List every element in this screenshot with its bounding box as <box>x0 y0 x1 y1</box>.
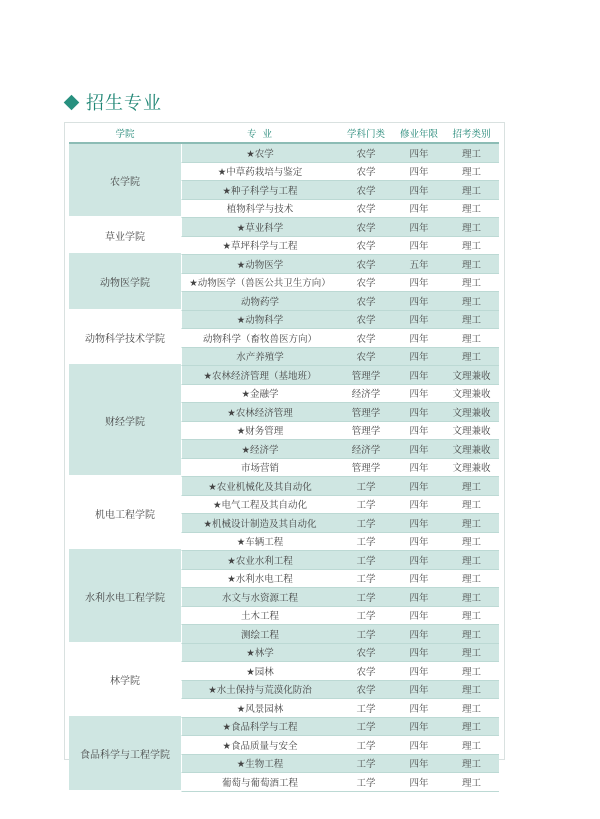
section-title: 招生专业 <box>86 93 162 114</box>
study-duration: 四年 <box>394 662 444 681</box>
table-row <box>69 218 499 237</box>
subject-category: 工学 <box>338 773 394 792</box>
subject-category: 工学 <box>338 736 394 755</box>
major-name: ★经济学 <box>181 440 338 459</box>
exam-category: 理工 <box>444 570 499 589</box>
subject-category: 农学 <box>338 237 394 256</box>
major-name: ★车辆工程 <box>181 533 338 552</box>
major-name: ★动物医学（兽医公共卫生方向） <box>181 274 338 293</box>
exam-category: 理工 <box>444 625 499 644</box>
study-duration: 五年 <box>394 255 444 274</box>
study-duration: 四年 <box>394 200 444 219</box>
exam-category: 理工 <box>444 237 499 256</box>
diamond-bullet-icon <box>64 94 80 110</box>
subject-category: 工学 <box>338 551 394 570</box>
study-duration: 四年 <box>394 533 444 552</box>
exam-category: 理工 <box>444 274 499 293</box>
header-category: 学科门类 <box>338 124 394 144</box>
exam-category: 文理兼收 <box>444 440 499 459</box>
study-duration: 四年 <box>394 422 444 441</box>
subject-category: 管理学 <box>338 366 394 385</box>
exam-category: 理工 <box>444 255 499 274</box>
exam-category: 理工 <box>444 477 499 496</box>
study-duration: 四年 <box>394 736 444 755</box>
subject-category: 经济学 <box>338 440 394 459</box>
exam-category: 理工 <box>444 163 499 182</box>
study-duration: 四年 <box>394 644 444 663</box>
study-duration: 四年 <box>394 274 444 293</box>
major-name: ★园林 <box>181 662 338 681</box>
study-duration: 四年 <box>394 144 444 163</box>
table-row <box>69 255 499 274</box>
study-duration: 四年 <box>394 181 444 200</box>
study-duration: 四年 <box>394 459 444 478</box>
major-name: ★农林经济管理 <box>181 403 338 422</box>
subject-category: 农学 <box>338 218 394 237</box>
subject-category: 管理学 <box>338 422 394 441</box>
college-name: 水利水电工程学院 <box>69 551 181 644</box>
subject-category: 农学 <box>338 144 394 163</box>
subject-category: 农学 <box>338 311 394 330</box>
major-name: ★草坪科学与工程 <box>181 237 338 256</box>
subject-category: 农学 <box>338 348 394 367</box>
table-row <box>69 718 499 737</box>
subject-category: 工学 <box>338 496 394 515</box>
study-duration: 四年 <box>394 403 444 422</box>
exam-category: 理工 <box>444 588 499 607</box>
subject-category: 工学 <box>338 514 394 533</box>
study-duration: 四年 <box>394 718 444 737</box>
table-row <box>69 477 499 496</box>
table-row <box>69 366 499 385</box>
exam-category: 理工 <box>444 329 499 348</box>
study-duration: 四年 <box>394 773 444 792</box>
majors-table <box>69 124 499 792</box>
exam-category: 文理兼收 <box>444 403 499 422</box>
study-duration: 四年 <box>394 218 444 237</box>
study-duration: 四年 <box>394 755 444 774</box>
exam-category: 理工 <box>444 607 499 626</box>
major-name: ★林学 <box>181 644 338 663</box>
subject-category: 农学 <box>338 181 394 200</box>
study-duration: 四年 <box>394 440 444 459</box>
header-duration: 修业年限 <box>394 124 444 144</box>
exam-category: 文理兼收 <box>444 366 499 385</box>
exam-category: 理工 <box>444 496 499 515</box>
study-duration: 四年 <box>394 551 444 570</box>
subject-category: 管理学 <box>338 459 394 478</box>
exam-category: 理工 <box>444 533 499 552</box>
major-name: ★草业科学 <box>181 218 338 237</box>
exam-category: 理工 <box>444 514 499 533</box>
major-name: ★水土保持与荒漠化防治 <box>181 681 338 700</box>
exam-category: 理工 <box>444 662 499 681</box>
major-name: ★风景园林 <box>181 699 338 718</box>
major-name: ★财务管理 <box>181 422 338 441</box>
major-name: ★生物工程 <box>181 755 338 774</box>
study-duration: 四年 <box>394 588 444 607</box>
table-row <box>69 551 499 570</box>
major-name: ★食品质量与安全 <box>181 736 338 755</box>
college-name: 动物科学技术学院 <box>69 311 181 367</box>
exam-category: 理工 <box>444 736 499 755</box>
header-exam: 招考类别 <box>444 124 499 144</box>
study-duration: 四年 <box>394 570 444 589</box>
study-duration: 四年 <box>394 348 444 367</box>
subject-category: 工学 <box>338 570 394 589</box>
exam-category: 文理兼收 <box>444 459 499 478</box>
exam-category: 理工 <box>444 681 499 700</box>
major-name: ★电气工程及其自动化 <box>181 496 338 515</box>
major-name: ★水利水电工程 <box>181 570 338 589</box>
exam-category: 理工 <box>444 181 499 200</box>
subject-category: 工学 <box>338 699 394 718</box>
exam-category: 理工 <box>444 773 499 792</box>
major-name: 植物科学与技术 <box>181 200 338 219</box>
subject-category: 经济学 <box>338 385 394 404</box>
major-name: 测绘工程 <box>181 625 338 644</box>
study-duration: 四年 <box>394 366 444 385</box>
major-name: ★中草药栽培与鉴定 <box>181 163 338 182</box>
exam-category: 文理兼收 <box>444 422 499 441</box>
major-name: ★农业机械化及其自动化 <box>181 477 338 496</box>
subject-category: 工学 <box>338 755 394 774</box>
subject-category: 农学 <box>338 329 394 348</box>
table-row <box>69 311 499 330</box>
subject-category: 农学 <box>338 681 394 700</box>
exam-category: 文理兼收 <box>444 385 499 404</box>
exam-category: 理工 <box>444 200 499 219</box>
subject-category: 工学 <box>338 477 394 496</box>
study-duration: 四年 <box>394 163 444 182</box>
exam-category: 理工 <box>444 311 499 330</box>
study-duration: 四年 <box>394 385 444 404</box>
study-duration: 四年 <box>394 292 444 311</box>
exam-category: 理工 <box>444 218 499 237</box>
major-name: ★动物科学 <box>181 311 338 330</box>
exam-category: 理工 <box>444 144 499 163</box>
subject-category: 工学 <box>338 625 394 644</box>
major-name: 水文与水资源工程 <box>181 588 338 607</box>
exam-category: 理工 <box>444 292 499 311</box>
major-name: ★动物医学 <box>181 255 338 274</box>
major-name: ★金融学 <box>181 385 338 404</box>
table-body <box>69 144 499 792</box>
exam-category: 理工 <box>444 718 499 737</box>
major-name: 市场营销 <box>181 459 338 478</box>
study-duration: 四年 <box>394 607 444 626</box>
subject-category: 农学 <box>338 292 394 311</box>
major-name: 葡萄与葡萄酒工程 <box>181 773 338 792</box>
exam-category: 理工 <box>444 699 499 718</box>
college-name: 农学院 <box>69 144 181 218</box>
subject-category: 管理学 <box>338 403 394 422</box>
subject-category: 农学 <box>338 274 394 293</box>
major-name: 动物药学 <box>181 292 338 311</box>
study-duration: 四年 <box>394 514 444 533</box>
study-duration: 四年 <box>394 496 444 515</box>
subject-category: 工学 <box>338 718 394 737</box>
study-duration: 四年 <box>394 477 444 496</box>
table-row <box>69 144 499 163</box>
subject-category: 工学 <box>338 588 394 607</box>
college-name: 财经学院 <box>69 366 181 477</box>
college-name: 机电工程学院 <box>69 477 181 551</box>
major-name: ★农学 <box>181 144 338 163</box>
table-header-row <box>69 124 499 144</box>
major-name: 水产养殖学 <box>181 348 338 367</box>
major-name: ★机械设计制造及其自动化 <box>181 514 338 533</box>
college-name: 草业学院 <box>69 218 181 255</box>
major-name: ★农林经济管理（基地班） <box>181 366 338 385</box>
header-college: 学院 <box>69 124 181 144</box>
major-name: 土木工程 <box>181 607 338 626</box>
subject-category: 工学 <box>338 607 394 626</box>
exam-category: 理工 <box>444 644 499 663</box>
major-name: ★农业水利工程 <box>181 551 338 570</box>
study-duration: 四年 <box>394 237 444 256</box>
subject-category: 工学 <box>338 533 394 552</box>
study-duration: 四年 <box>394 699 444 718</box>
study-duration: 四年 <box>394 311 444 330</box>
major-name: 动物科学（畜牧兽医方向） <box>181 329 338 348</box>
exam-category: 理工 <box>444 348 499 367</box>
college-name: 动物医学院 <box>69 255 181 311</box>
study-duration: 四年 <box>394 625 444 644</box>
table-row <box>69 644 499 663</box>
college-name: 食品科学与工程学院 <box>69 718 181 792</box>
section-heading <box>64 90 162 114</box>
study-duration: 四年 <box>394 681 444 700</box>
subject-category: 农学 <box>338 163 394 182</box>
header-major: 专 业 <box>181 124 338 144</box>
subject-category: 农学 <box>338 662 394 681</box>
subject-category: 农学 <box>338 200 394 219</box>
exam-category: 理工 <box>444 551 499 570</box>
major-name: ★种子科学与工程 <box>181 181 338 200</box>
subject-category: 农学 <box>338 644 394 663</box>
subject-category: 农学 <box>338 255 394 274</box>
study-duration: 四年 <box>394 329 444 348</box>
major-name: ★食品科学与工程 <box>181 718 338 737</box>
college-name: 林学院 <box>69 644 181 718</box>
exam-category: 理工 <box>444 755 499 774</box>
